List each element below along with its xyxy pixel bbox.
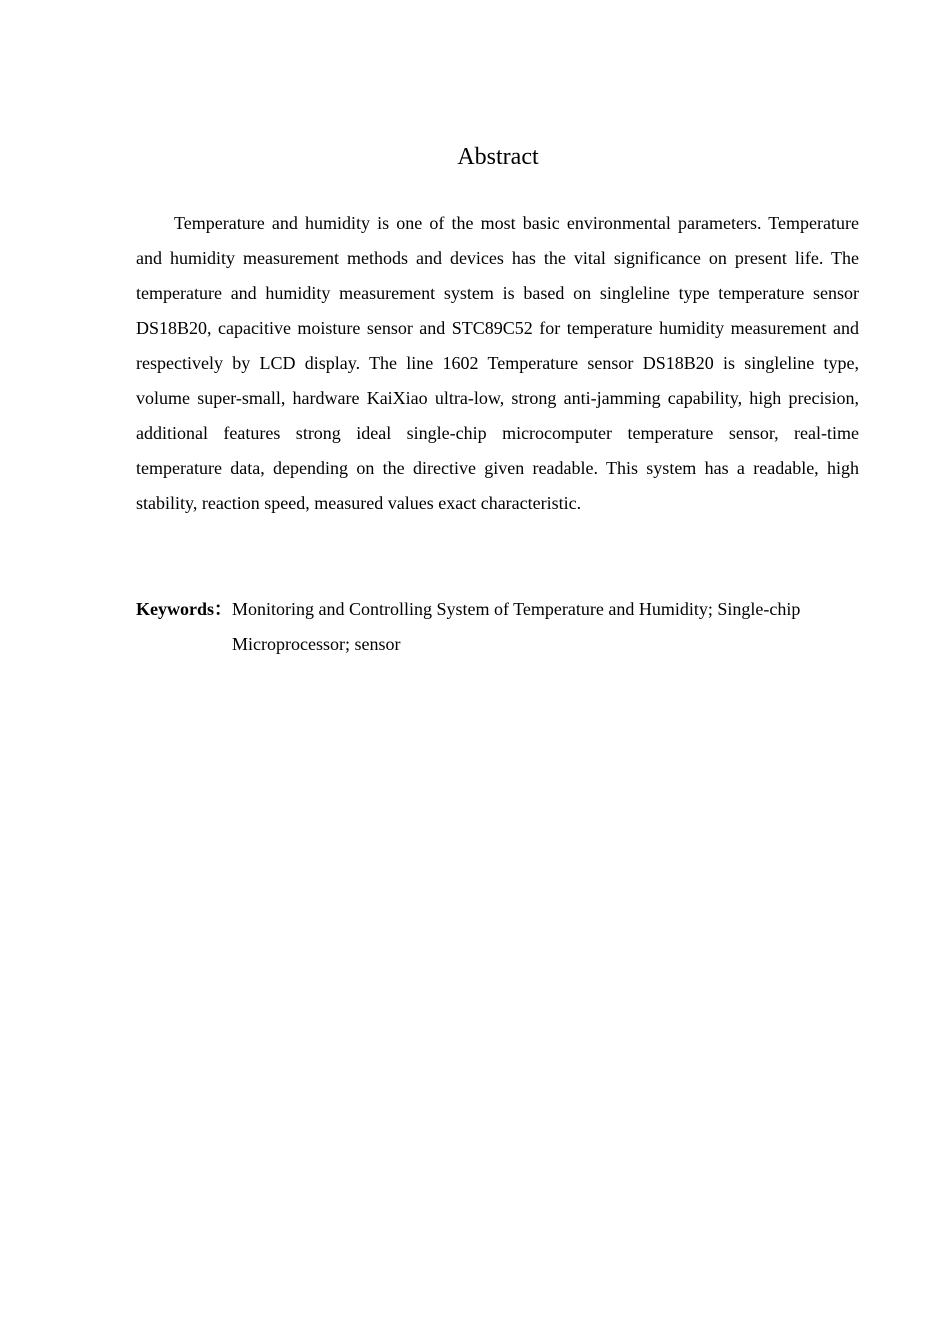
abstract-title: Abstract [457,144,539,170]
keywords-line-1 [136,592,859,627]
keywords-section [136,592,859,662]
abstract-body: Temperature and humidity is one of the most basic environmental parameters. Temperature and humidity measurement methods and devices has the vital significance on present life. The temperature and humidity measurement system is based on singleline type temperature sensor DS18B20, capacitive moisture sensor and STC89C52 for temperature humidity measurement and respectively by LCD display. The line 1602 Temperature sensor DS18B20 is singleline type, volume super-small, hardware KaiXiao ultra-low, strong anti-jamming capability, high precision, additional features strong ideal single-chip microcomputer temperature sensor, real-time temperature data, depending on the directive given readable. This system has a readable, high stability, reaction speed, measured values exact characteristic. [136,213,859,513]
keywords-text-2: Microprocessor; sensor [232,634,401,654]
keywords-text-1: Monitoring and Controlling System of Temperature and Humidity; Single-chip [232,599,801,619]
keywords-line-2 [136,627,859,662]
keywords-label: Keywords： [136,599,232,619]
